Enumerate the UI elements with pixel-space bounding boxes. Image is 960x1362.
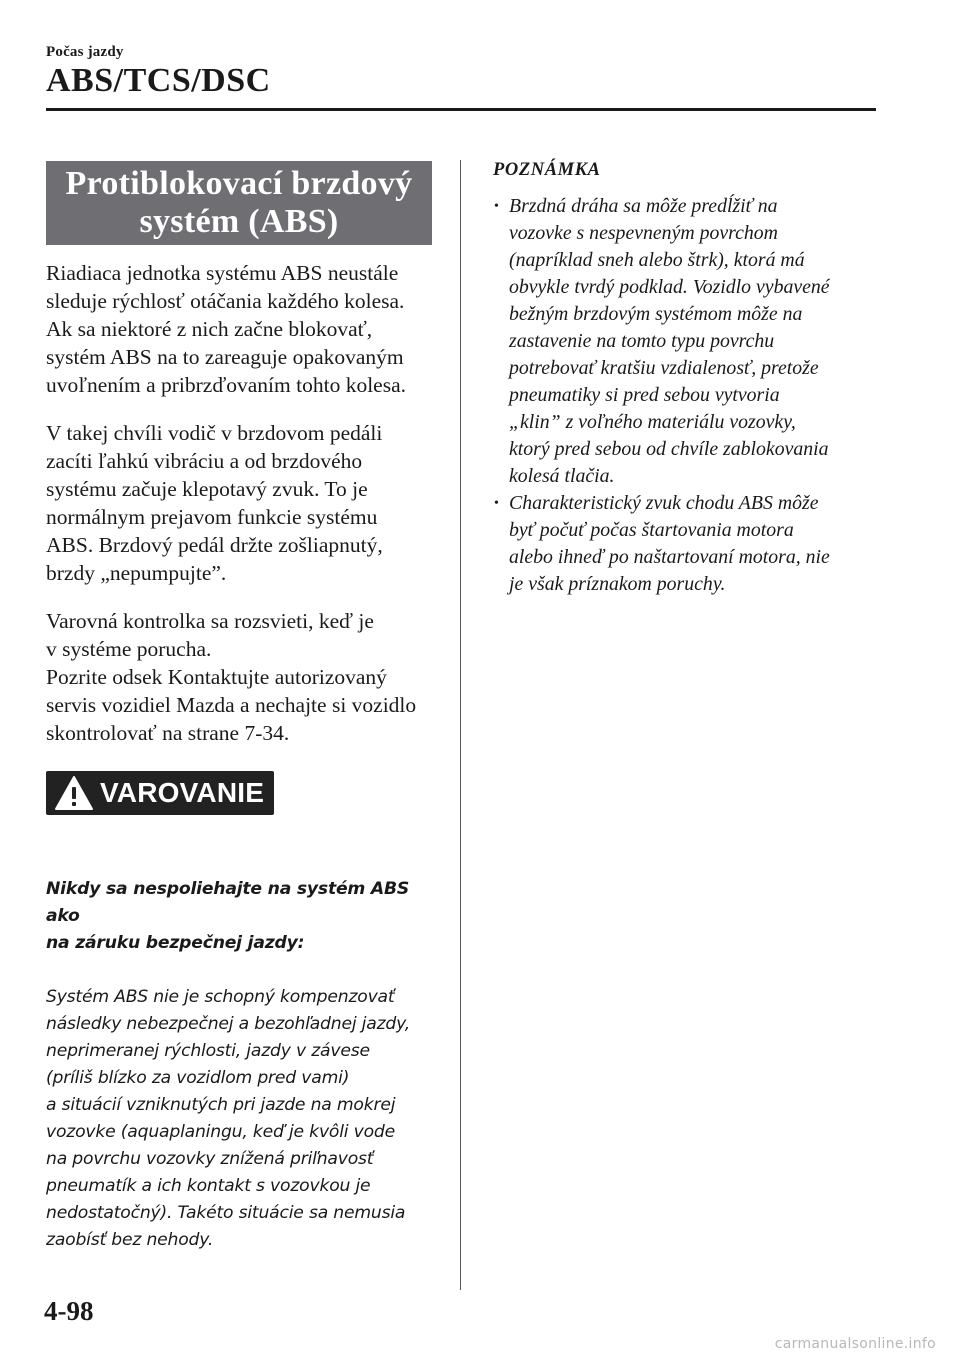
warning-bold-text: Nikdy sa nespoliehajte na systém ABS ako na záruku bezpečnej jazdy: bbox=[46, 879, 410, 953]
bullet-icon: • bbox=[494, 496, 499, 511]
warning-body-text: Systém ABS nie je schopný kompenzovať následky nebezpečnej a bezohľadnej jazdy, neprimeranej rýchlosti, jazdy v závese (príliš blízko za vozidlom pred vami) a situácií vzniknutých pri jazde na mokrej vozovke (aquaplaningu, keď je kvôli vode na povrchu vozovky znížená priľnavosť pneumatík a ich kontakt s vozovkou je nedostatočný). Takéto situácie sa nemusia zaobísť bez nehody. bbox=[46, 987, 411, 1250]
paragraph-pedal-vibration: V takej chvíli vodič v brzdovom pedáli zacíti ľahkú vibráciu a od brzdového systému začuje klepotavý zvuk. To je normálnym prejavom funkcie systému ABS. Brzdový pedál držte zošliapnutý, brzdy „nepumpujte”. bbox=[46, 421, 383, 585]
header-section-label: Počas jazdy bbox=[46, 44, 124, 60]
note-list bbox=[493, 193, 883, 598]
warning-banner bbox=[46, 771, 274, 815]
warning-text-block bbox=[46, 849, 436, 1281]
watermark: carmanualsonline.info bbox=[774, 1336, 936, 1352]
note-title: POZNÁMKA bbox=[493, 160, 601, 180]
page-number: 4-98 bbox=[44, 1296, 94, 1326]
bullet-icon: • bbox=[494, 199, 499, 214]
section-title: Protiblokovací brzdový systém (ABS) bbox=[65, 165, 413, 240]
warning-label: VAROVANIE bbox=[100, 777, 265, 808]
note-item bbox=[493, 193, 883, 490]
left-column bbox=[46, 161, 436, 1281]
paragraph-warning-light: Varovná kontrolka sa rozsvieti, keď je v systéme porucha. Pozrite odsek Kontaktujte autorizovaný servis vozidiel Mazda a nechajte si vozidlo skontrolovať na strane 7-34. bbox=[46, 609, 417, 745]
header-rule bbox=[46, 108, 876, 111]
note-item-text: Brzdná dráha sa môže predĺžiť na vozovke s nespevneným povrchom (napríklad sneh alebo štrk), ktorá má obvykle tvrdý podklad. Vozidlo vybavené bežným brzdovým systémom môže na zastavenie na tomto typu povrchu potrebovať kratšiu vzdialenosť, pretože pneumatiky si pred sebou vytvoria „klin” z voľného materiálu vozovky, ktorý pred sebou od chvíle zablokovania kolesá tlačia. bbox=[509, 195, 830, 487]
note-item bbox=[493, 490, 883, 598]
right-column bbox=[493, 160, 883, 598]
section-title-box bbox=[46, 161, 432, 245]
column-divider bbox=[460, 160, 461, 1290]
note-item-text: Charakteristický zvuk chodu ABS môže byť počuť počas štartovania motora alebo ihneď po naštartovaní motora, nie je však príznakom poruchy. bbox=[509, 492, 830, 595]
header-title: ABS/TCS/DSC bbox=[46, 62, 271, 99]
warning-triangle-icon bbox=[54, 775, 94, 811]
paragraph-abs-function: Riadiaca jednotka systému ABS neustále sleduje rýchlosť otáčania každého kolesa. Ak sa niektoré z nich začne blokovať, systém ABS na to zareaguje opakovaným uvoľnením a pribrzďovaním tohto kolesa. bbox=[46, 261, 406, 397]
